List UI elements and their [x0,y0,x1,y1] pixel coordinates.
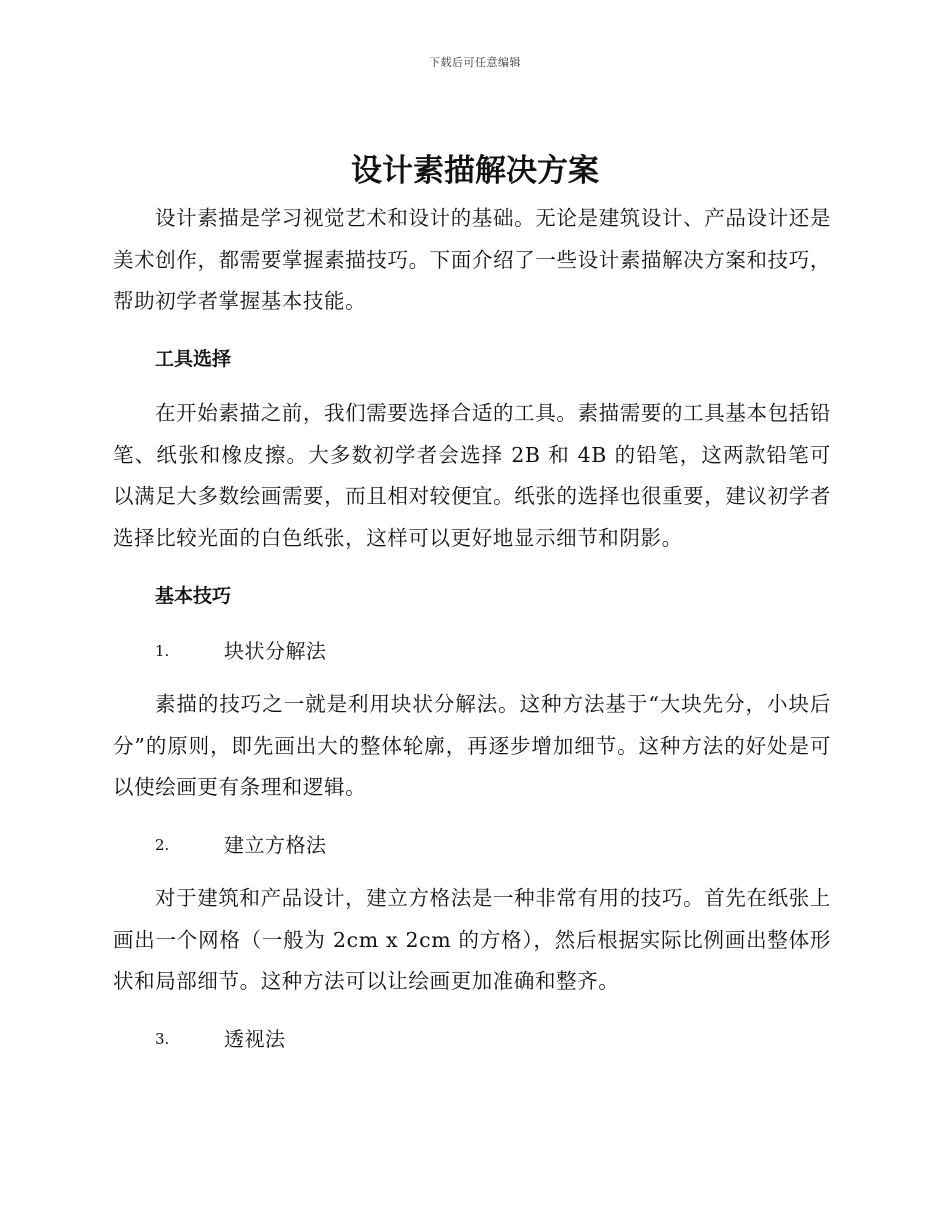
grid-method-paragraph: 对于建筑和产品设计，建立方格法是一种非常有用的技巧。首先在纸张上画出一个网格（一般为 2cm x 2cm 的方格），然后根据实际比例画出整体形状和局部细节。这种方法可以让绘画更加准确和整齐。 [113,886,831,993]
section-heading-tools: 工具选择 [155,348,232,370]
list-number: 3. [155,1030,170,1048]
list-label: 块状分解法 [224,639,327,663]
tools-paragraph: 在开始素描之前，我们需要选择合适的工具。素描需要的工具基本包括铅笔、纸张和橡皮擦。大多数初学者会选择 2B 和 4B 的铅笔，这两款铅笔可以满足大多数绘画需要，而且相对较便宜。纸张的选择也很重要，建议初学者选择比较光面的白色纸张，这样可以更好地显示细节和阴影。 [113,401,831,550]
list-number: 2. [155,836,170,854]
block-decomposition-paragraph: 素描的技巧之一就是利用块状分解法。这种方法基于“大块先分，小块后分”的原则，即先画出大的整体轮廓，再逐步增加细节。这种方法的好处是可以使绘画更有条理和逻辑。 [113,692,831,799]
header-note: 下载后可任意编辑 [429,56,521,69]
list-label: 建立方格法 [224,833,327,857]
list-number: 1. [155,642,170,660]
intro-paragraph: 设计素描是学习视觉艺术和设计的基础。无论是建筑设计、产品设计还是美术创作，都需要掌握素描技巧。下面介绍了一些设计素描解决方案和技巧，帮助初学者掌握基本技能。 [113,206,831,313]
section-heading-basic-skills: 基本技巧 [155,585,232,607]
document-title: 设计素描解决方案 [351,153,599,189]
list-label: 透视法 [224,1027,286,1051]
